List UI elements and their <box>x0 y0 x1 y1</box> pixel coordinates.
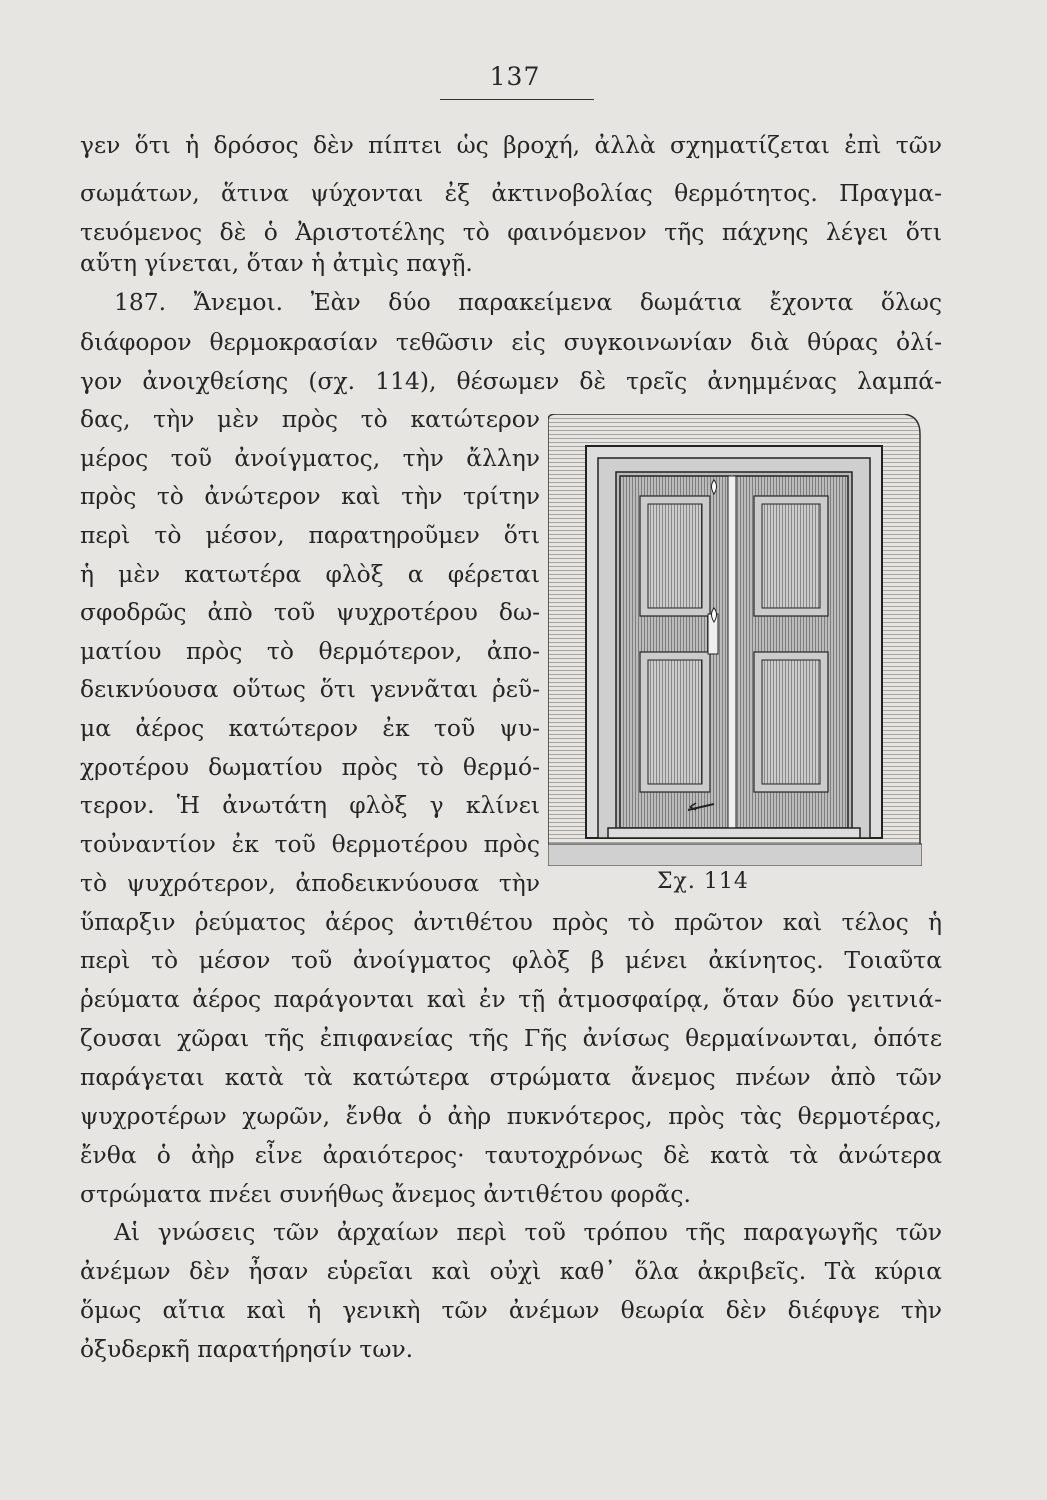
text-line: αὕτη γίνεται, ὅταν ἡ ἀτμὶς παγῇ. <box>80 249 473 277</box>
text-line: ὕπαρξιν ῥεύματος ἀέρος ἀντιθέτου πρὸς τὸ πρῶτον καὶ τέλος ἡ <box>80 908 942 936</box>
text-line: στρώματα πνέει συνήθως ἄνεμος ἀντιθέτου φορᾶς. <box>80 1180 691 1208</box>
text-line: τευόμενος δὲ ὁ Ἀριστοτέλης τὸ φαινόμενον τῆς πάχνης λέγει ὅτι <box>80 218 942 246</box>
paragraph-start-line: Αἱ γνώσεις τῶν ἀρχαίων περὶ τοῦ τρόπου τῆς παραγωγῆς τῶν <box>114 1218 942 1246</box>
text-line: ζουσαι χῶραι τῆς ἐπιφανείας τῆς Γῆς ἀνίσως θερμαίνωνται, ὁπότε <box>80 1024 942 1052</box>
wrap-line: ματίου πρὸς τὸ θερμότερον, ἀπο- <box>80 637 540 665</box>
text-line: παράγεται κατὰ τὰ κατώτερα στρώματα ἄνεμος πνέων ἀπὸ τῶν <box>80 1063 942 1091</box>
door-illustration <box>548 414 922 866</box>
text-line: ψυχροτέρων χωρῶν, ἔνθα ὁ ἀὴρ πυκνότερος, πρὸς τὰς θερμοτέρας, <box>80 1102 942 1130</box>
wrap-line: περὶ τὸ μέσον, παρατηροῦμεν ὅτι <box>80 521 540 549</box>
wrap-line: δεικνύουσα οὕτως ὅτι γεννᾶται ῥεῦ- <box>80 675 540 703</box>
text-line: περὶ τὸ μέσον τοῦ ἀνοίγματος φλὸξ β μένει ἀκίνητος. Τοιαῦτα <box>80 946 942 974</box>
wrap-line: τοὐναντίον ἐκ τοῦ θερμοτέρου πρὸς <box>80 830 540 858</box>
text-line: ὀξυδερκῆ παρατήρησίν των. <box>80 1335 414 1363</box>
page-number: 137 <box>489 62 541 91</box>
text-line: ἀνέμων δὲν ἦσαν εὑρεῖαι καὶ οὐχὶ καθ᾽ ὅλα ἀκριβεῖς. Τὰ κύρια <box>80 1257 942 1285</box>
wrap-line: χροτέρου δωματίου πρὸς τὸ θερμό- <box>80 753 540 781</box>
figure-caption: Σχ. 114 <box>657 869 749 894</box>
text-line: ἔνθα ὁ ἀὴρ εἶνε ἀραιότερος· ταυτοχρόνως δὲ κατὰ τὰ ἀνώτερα <box>80 1141 942 1169</box>
text-line: γον ἀνοιχθείσης (σχ. 114), θέσωμεν δὲ τρεῖς ἀνημμένας λαμπά- <box>80 367 942 395</box>
wrap-line: μέρος τοῦ ἀνοίγματος, τὴν ἄλλην <box>80 444 540 472</box>
text-line: διάφορον θερμοκρασίαν τεθῶσιν εἰς συγκοινωνίαν διὰ θύρας ὀλί- <box>80 328 942 356</box>
text-line: ῥεύματα ἀέρος παράγονται καὶ ἐν τῇ ἀτμοσφαίρᾳ, ὅταν δύο γειτνιά- <box>80 985 942 1013</box>
wrap-line: τερον. Ἡ ἀνωτάτη φλὸξ γ κλίνει <box>80 791 540 819</box>
wrap-line: ἡ μὲν κατωτέρα φλὸξ α φέρεται <box>80 560 540 588</box>
wrap-line: μα ἀέρος κατώτερον ἐκ τοῦ ψυ- <box>80 714 540 742</box>
wrap-line: δας, τὴν μὲν πρὸς τὸ κατώτερον <box>80 405 540 433</box>
section-heading-line: 187. Ἄνεμοι. Ἐὰν δύο παρακείμενα δωμάτια ἔχοντα ὅλως <box>114 288 942 316</box>
text-line: ὅμως αἴτια καὶ ἡ γενικὴ τῶν ἀνέμων θεωρία δὲν διέφυγε τὴν <box>80 1296 942 1324</box>
text-line: σωμάτων, ἅτινα ψύχονται ἐξ ἀκτινοβολίας θερμότητος. Πραγμα- <box>80 179 942 207</box>
wrap-line: τὸ ψυχρότερον, ἀποδεικνύουσα τὴν <box>80 869 540 897</box>
text-line: γεν ὅτι ἡ δρόσος δὲν πίπτει ὡς βροχή, ἀλλὰ σχηματίζεται ἐπὶ τῶν <box>80 131 942 159</box>
header-rule <box>440 99 594 100</box>
wrap-line: πρὸς τὸ ἀνώτερον καὶ τὴν τρίτην <box>80 482 540 510</box>
wrap-line: σφοδρῶς ἀπὸ τοῦ ψυχροτέρου δω- <box>80 598 540 626</box>
